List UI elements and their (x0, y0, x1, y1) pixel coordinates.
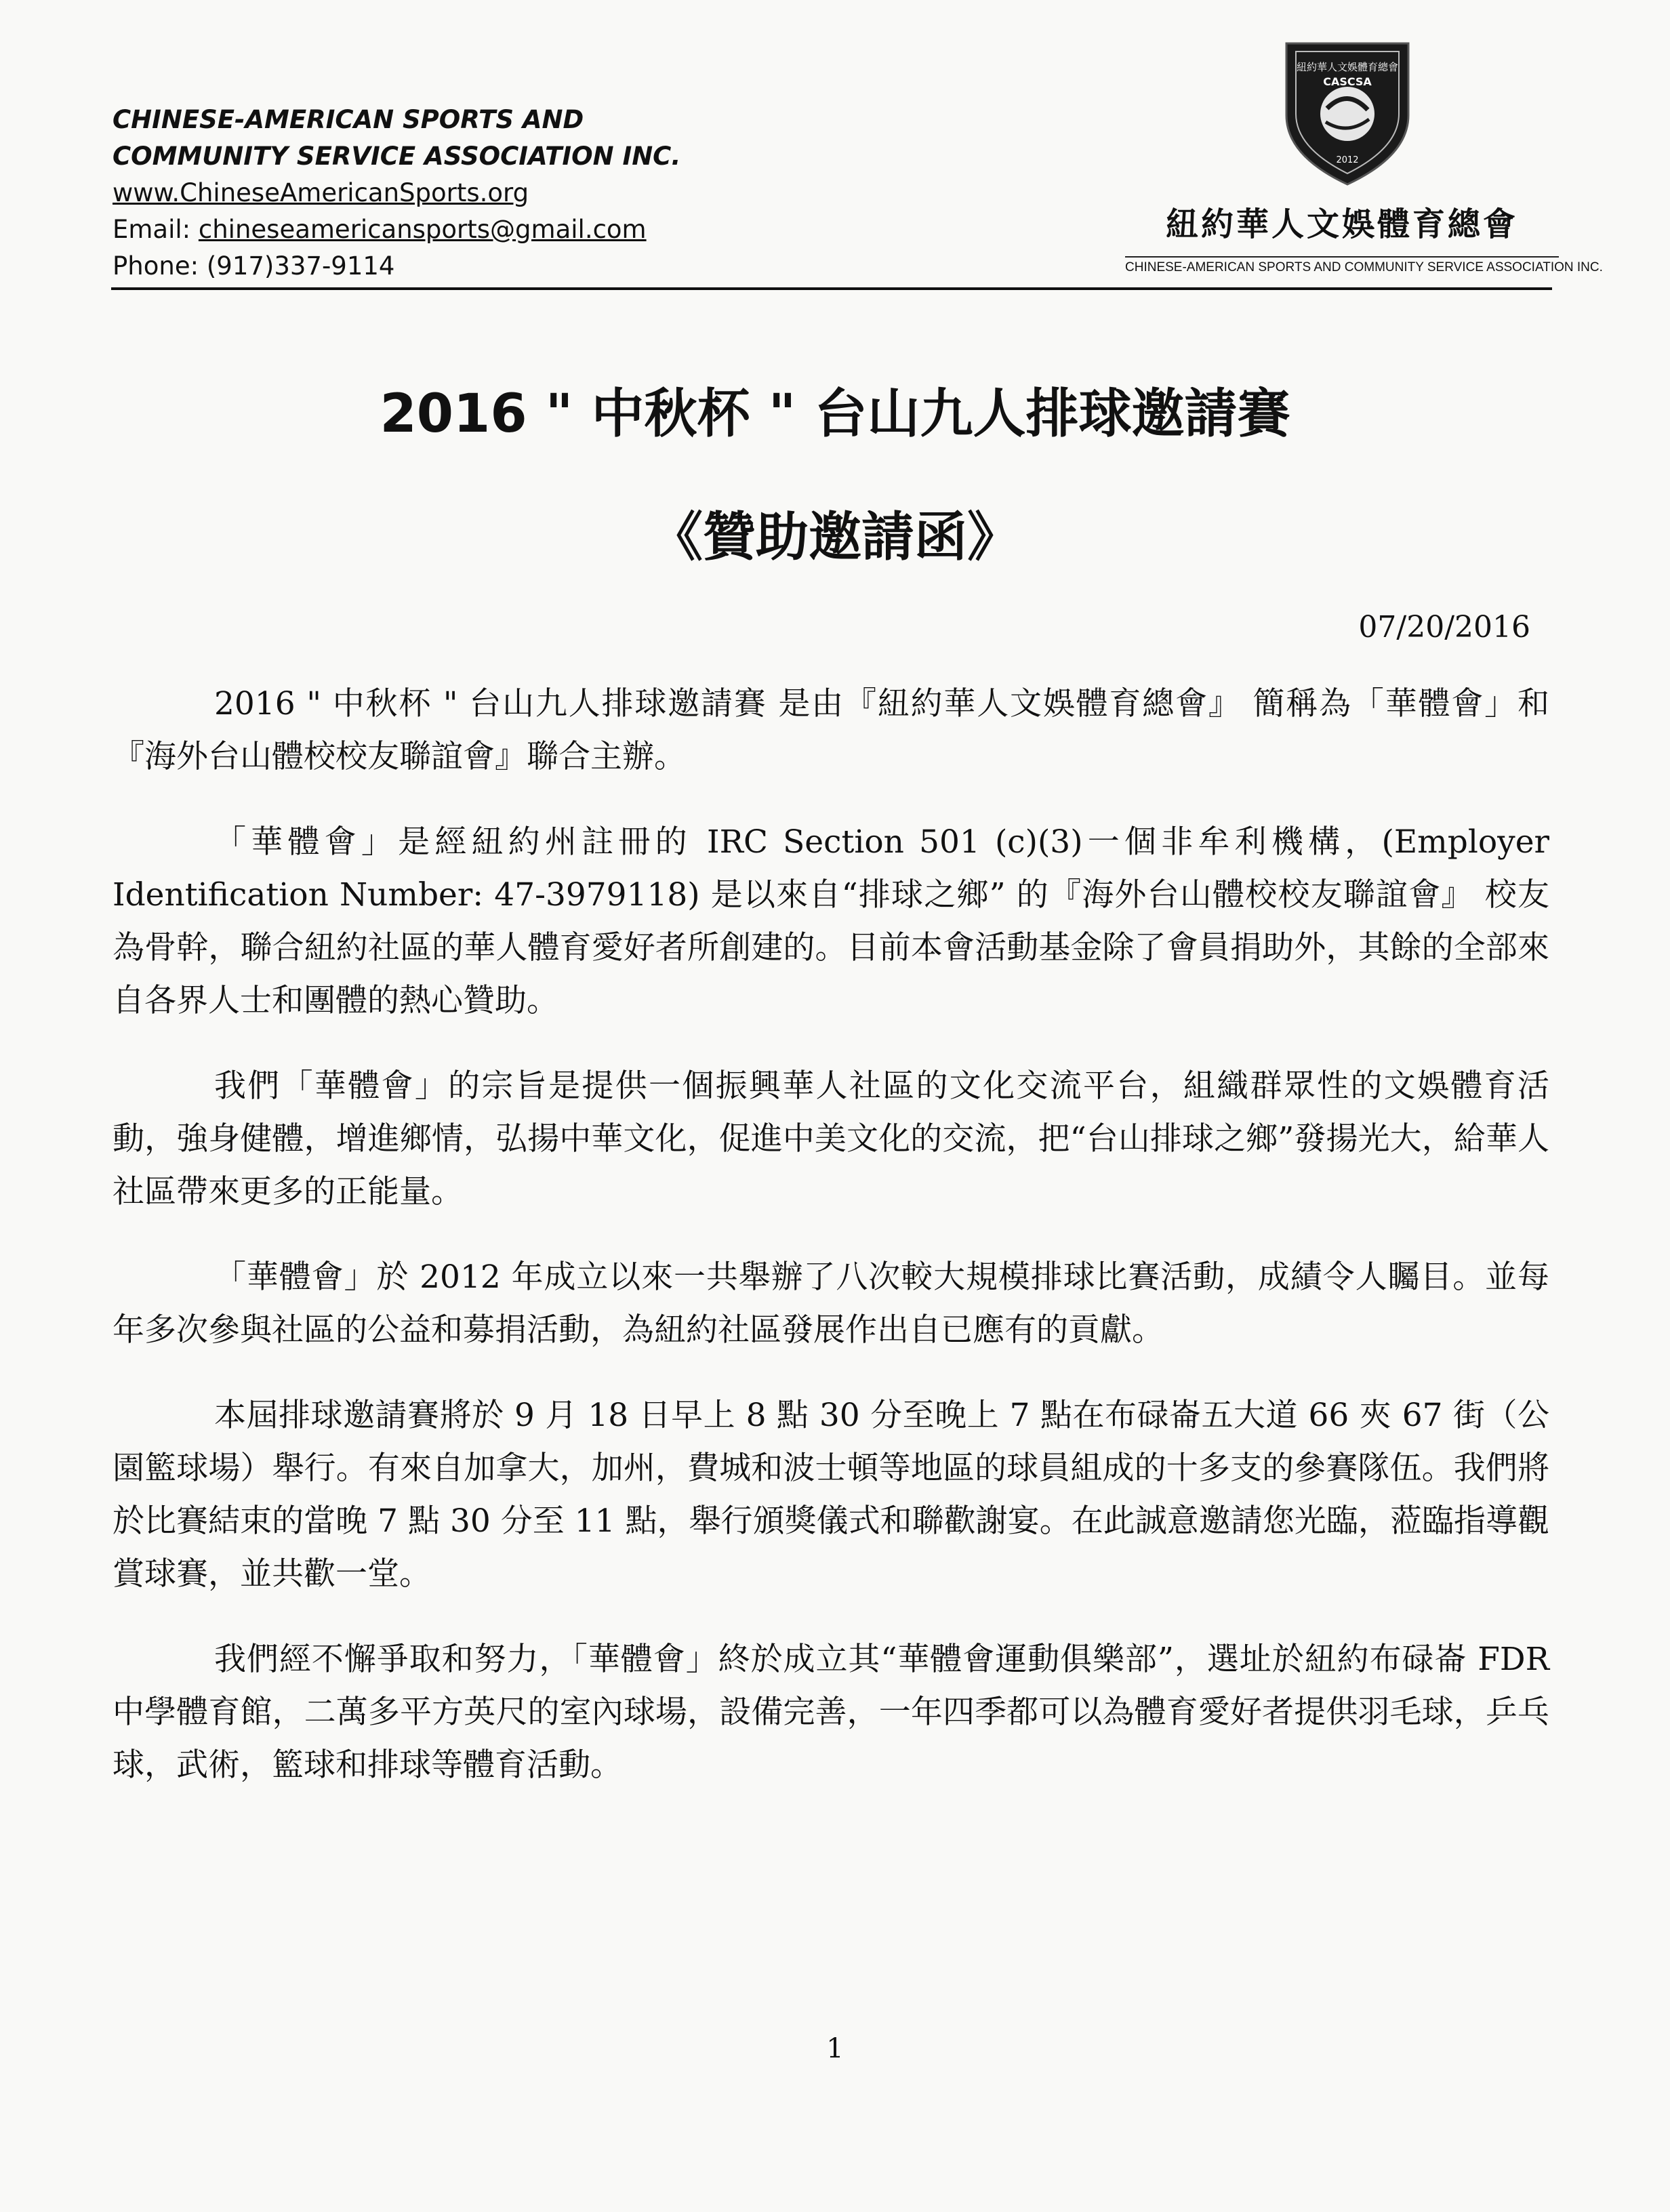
paragraph-3: 我們「華體會」的宗旨是提供一個振興華人社區的文化交流平台，組織群眾性的文娛體育活動，強身健體，增進鄉情，弘揚中華文化，促進中美文化的交流，把“台山排球之鄉”發揚光大，給華人社區帶來更多的正能量。 (113, 1067, 1549, 1210)
letter-date: 07/20/2016 (1358, 610, 1530, 644)
email-link[interactable]: chineseamericansports@gmail.com (198, 215, 647, 244)
phone-line: Phone: (917)337-9114 (113, 251, 395, 281)
paragraph-1: 2016 " 中秋杯 " 台山九人排球邀請賽 是由『紐約華人文娛體育總會』 簡稱為「華體會」和 『海外台山體校校友聯誼會』聯合主辦。 (113, 685, 1549, 775)
paragraph-6: 我們經不懈爭取和努力，「華體會」終於成立其“華體會運動俱樂部”，選址於紐約布碌崙 FDR 中學體育館，二萬多平方英尺的室內球場，設備完善，一年四季都可以為體育愛好者提供羽毛球，乒乓球，武術，籃球和排球等體育活動。 (113, 1641, 1549, 1784)
document-title: 2016 " 中秋杯 " 台山九人排球邀請賽 (380, 384, 1290, 445)
document-subtitle: 《贊助邀請函》 (649, 507, 1020, 568)
website-link[interactable]: www.ChineseAmericanSports.org (113, 178, 529, 207)
logo-acronym: CASCSA (1323, 75, 1372, 88)
email-label: Email: (113, 215, 199, 244)
org-name-line-1: CHINESE-AMERICAN SPORTS AND (113, 105, 584, 134)
logo-english-name: CHINESE-AMERICAN SPORTS AND COMMUNITY SERVICE ASSOCIATION INC. (1125, 256, 1559, 275)
paragraph-5: 本屆排球邀請賽將於 9 月 18 日早上 8 點 30 分至晚上 7 點在布碌崙五大道 66 夾 67 街（公園籃球場）舉行。有來自加拿大，加州，費城和波士頓等地區的球員組成的十多支的參賽隊伍。我們將於比賽結束的當晚 7 點 30 分至 11 點，舉行頒獎儀式和聯歡謝宴。在此誠意邀請您光臨，蒞臨指導觀賞球賽，並共歡一堂。 (113, 1397, 1549, 1593)
logo-ring-text: 紐約華人文娛體育總會 (1296, 61, 1399, 73)
logo-year: 2012 (1336, 155, 1359, 165)
org-name-line-2: COMMUNITY SERVICE ASSOCIATION INC. (113, 142, 681, 171)
cascsa-logo (1280, 34, 1415, 190)
paragraph-4: 「華體會」於 2012 年成立以來一共舉辦了八次較大規模排球比賽活動，成績令人矚目。並每年多次參與社區的公益和募捐活動，為紐約社區發展作出自已應有的貢獻。 (113, 1258, 1549, 1349)
logo-chinese-name: 紐約華人文娛體育總會 (1165, 205, 1518, 243)
paragraph-2: 「華體會」是經紐約州註冊的 IRC Section 501 (c)(3)一個非牟利機構，(Employer Identification Number: 47-3979118) 是以來自“排球之鄉” 的『海外台山體校校友聯誼會』 校友為骨幹，聯合紐約社區的華人體育愛好者所創建的。目前本會活動基金除了會員捐助外，其餘的全部來自各界人士和團體的熱心贊助。 (113, 823, 1549, 1019)
page-number: 1 (826, 2033, 844, 2064)
letter-body (113, 678, 1549, 1824)
organization-contact-block (113, 102, 926, 285)
header-divider (111, 287, 1552, 290)
shield-logo-icon (1280, 34, 1415, 190)
ball-icon (1320, 87, 1374, 141)
email-line (113, 211, 926, 248)
